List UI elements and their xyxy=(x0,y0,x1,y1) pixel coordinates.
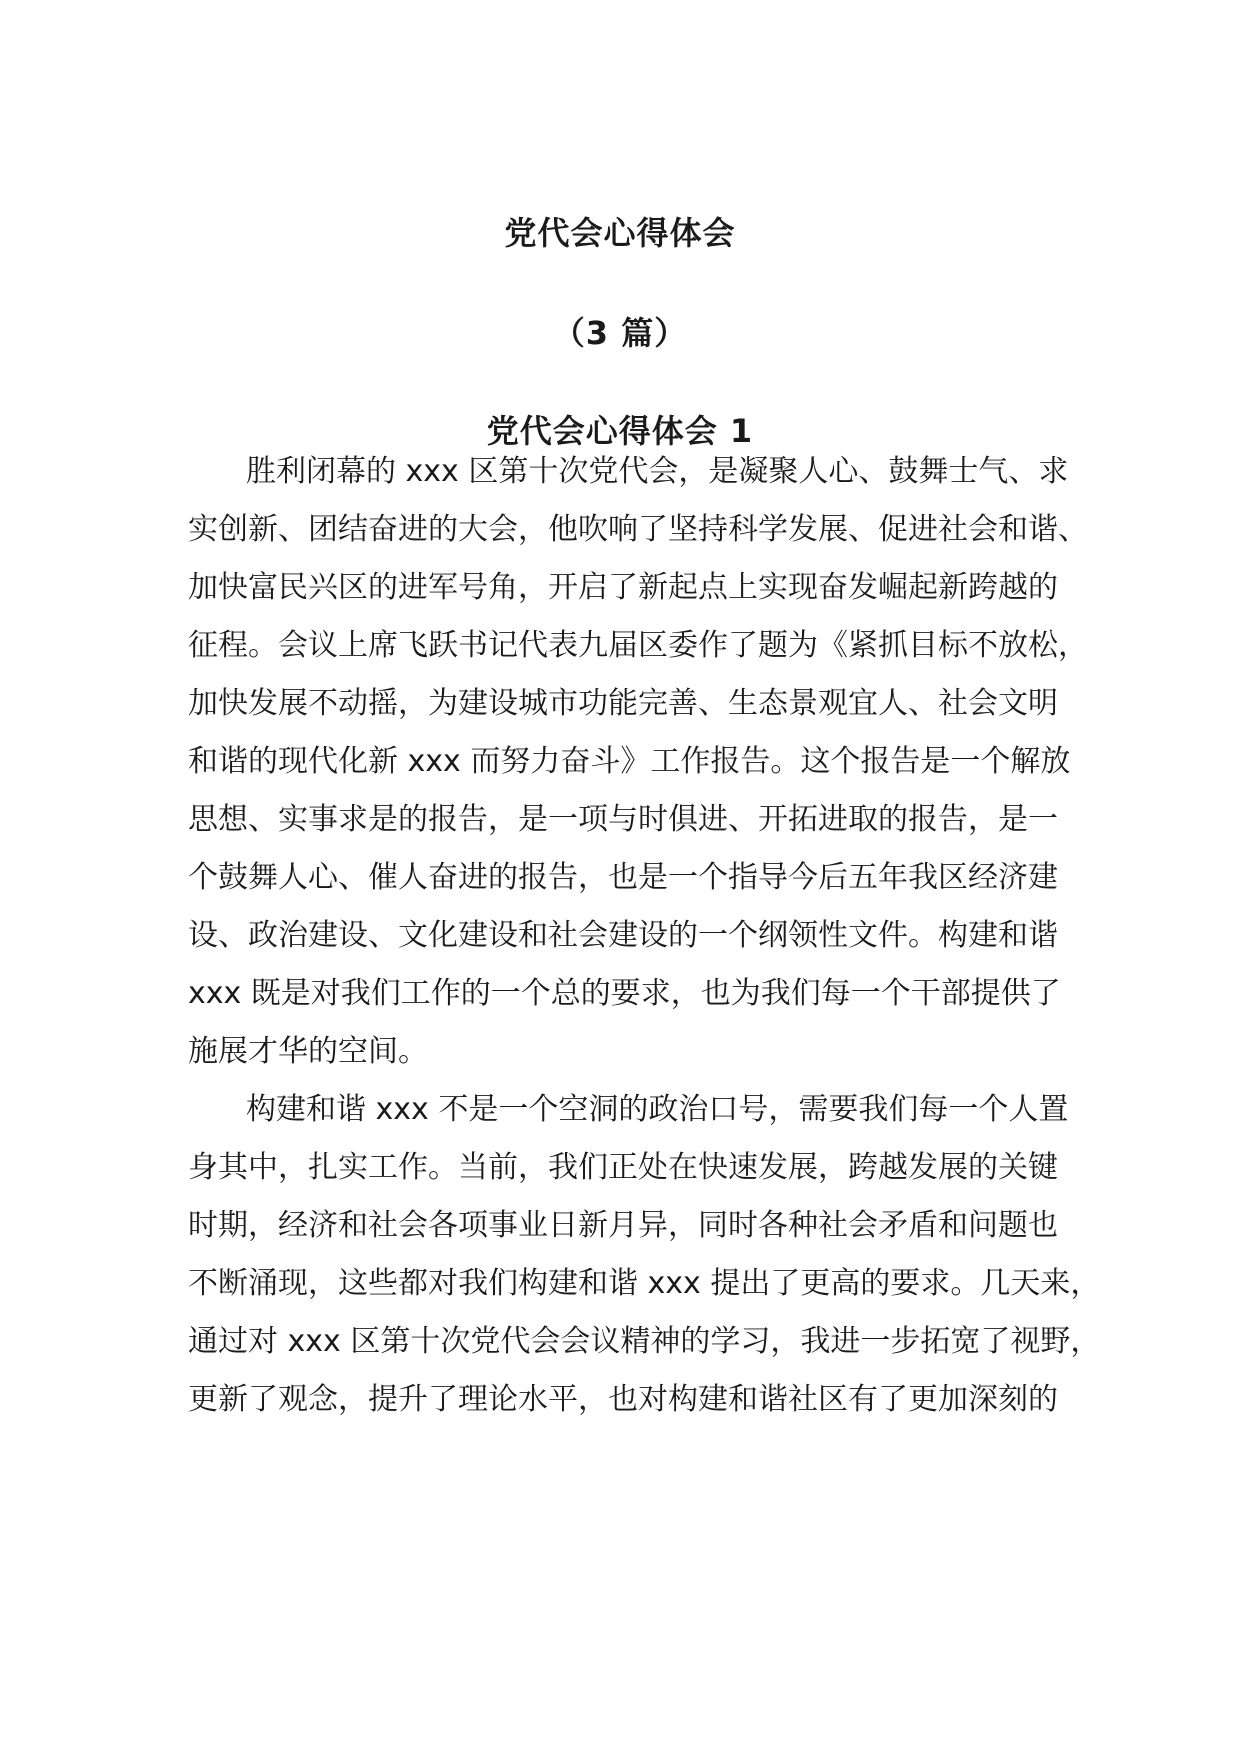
document-title: 党代会心得体会 xyxy=(504,214,736,252)
paragraph-1-line-11: 施展才华的空间。 xyxy=(188,1034,428,1069)
paragraph-1-line-10: xxx 既是对我们工作的一个总的要求，也为我们每一个干部提供了 xyxy=(188,976,1061,1011)
paragraph-2-line-6: 更新了观念，提升了理论水平，也对构建和谐社区有了更加深刻的 xyxy=(188,1382,1058,1417)
paragraph-2-line-5: 通过对 xxx 区第十次党代会会议精神的学习，我进一步拓宽了视野， xyxy=(188,1324,1101,1359)
paragraph-2-line-1: 构建和谐 xxx 不是一个空洞的政治口号，需要我们每一个人置 xyxy=(246,1092,1069,1127)
section-title: 党代会心得体会 1 xyxy=(486,412,754,450)
paragraph-1-line-1: 胜利闭幕的 xxx 区第十次党代会，是凝聚人心、鼓舞士气、求 xyxy=(246,454,1069,489)
paragraph-2-line-3: 时期，经济和社会各项事业日新月异，同时各种社会矛盾和问题也 xyxy=(188,1208,1058,1243)
document-count: （3 篇） xyxy=(552,314,688,352)
paragraph-1-line-5: 加快发展不动摇，为建设城市功能完善、生态景观宜人、社会文明 xyxy=(188,686,1058,721)
paragraph-1-line-8: 个鼓舞人心、催人奋进的报告，也是一个指导今后五年我区经济建 xyxy=(188,860,1058,895)
paragraph-1-line-3: 加快富民兴区的进军号角，开启了新起点上实现奋发崛起新跨越的 xyxy=(188,570,1058,605)
paragraph-2-line-2: 身其中，扎实工作。当前，我们正处在快速发展，跨越发展的关键 xyxy=(188,1150,1058,1185)
paragraph-1-line-6: 和谐的现代化新 xxx 而努力奋斗》工作报告。这个报告是一个解放 xyxy=(188,744,1071,779)
paragraph-1-line-9: 设、政治建设、文化建设和社会建设的一个纲领性文件。构建和谐 xyxy=(188,918,1058,953)
paragraph-1-line-4: 征程。会议上席飞跃书记代表九届区委作了题为《紧抓目标不放松， xyxy=(188,628,1088,663)
paragraph-1-line-2: 实创新、团结奋进的大会，他吹响了坚持科学发展、促进社会和谐、 xyxy=(188,512,1088,547)
paragraph-1-line-7: 思想、实事求是的报告，是一项与时俱进、开拓进取的报告，是一 xyxy=(188,802,1058,837)
paragraph-2-line-4: 不断涌现，这些都对我们构建和谐 xxx 提出了更高的要求。几天来， xyxy=(188,1266,1101,1301)
